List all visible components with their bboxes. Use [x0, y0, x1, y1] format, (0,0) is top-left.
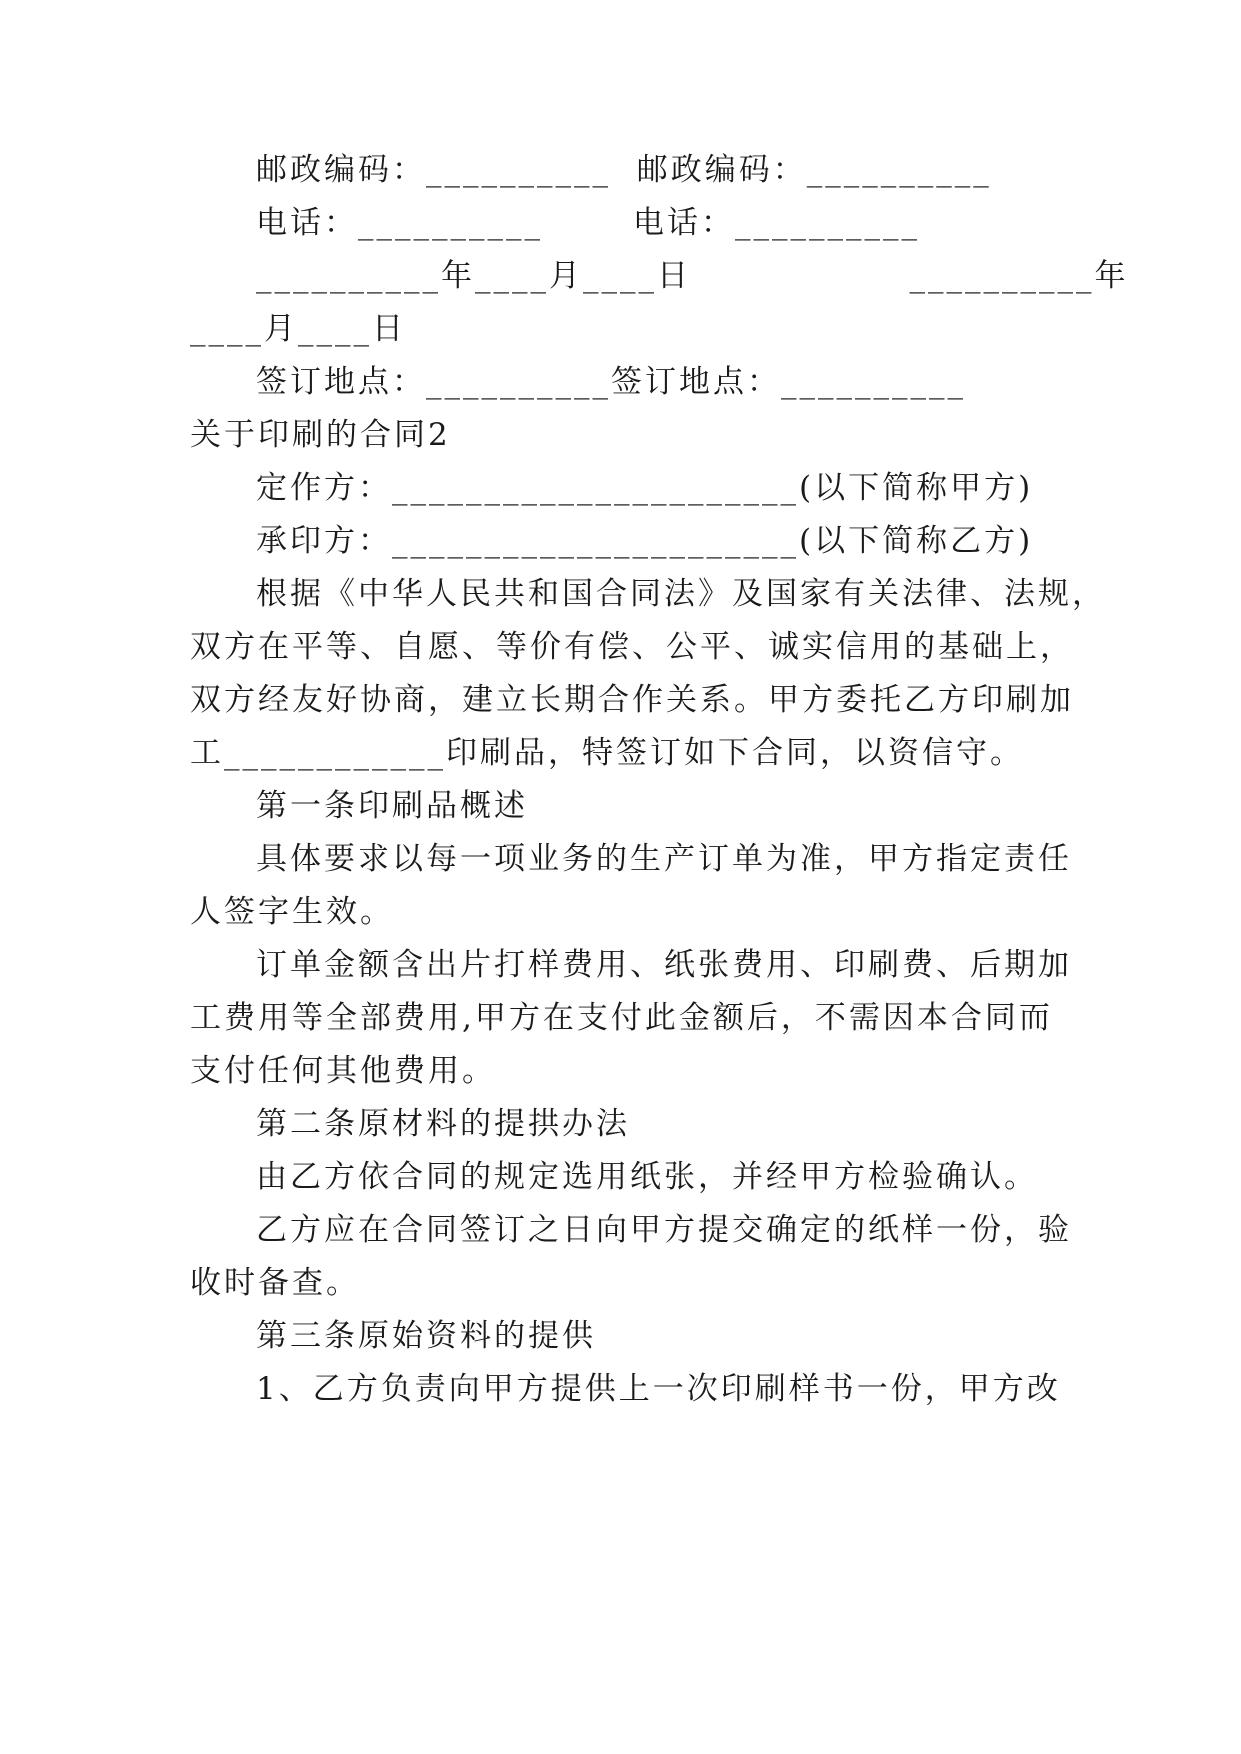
article-heading: 第一条印刷品概述: [256, 788, 528, 824]
party-a-line: 定作方：______________________(以下简称甲方): [256, 470, 1034, 506]
date-line-continued: ____月____日: [190, 311, 406, 347]
party-b-line: 承印方：______________________(以下简称乙方): [256, 523, 1034, 559]
paragraph-line: 工费用等全部费用,甲方在支付此金额后，不需因本合同而: [190, 1000, 1053, 1036]
paragraph-line: 订单金额含出片打样费用、纸张费用、印刷费、后期加: [256, 947, 1072, 983]
paragraph-line: 由乙方依合同的规定选用纸张，并经甲方检验确认。: [256, 1159, 1038, 1195]
paragraph-line: 收时备查。: [190, 1265, 360, 1301]
article-heading: 第二条原材料的提拱办法: [256, 1106, 630, 1142]
paragraph-line: 乙方应在合同签订之日向甲方提交确定的纸样一份，验: [256, 1212, 1072, 1248]
paragraph-line: 具体要求以每一项业务的生产订单为准，甲方指定责任: [256, 841, 1072, 877]
postal-code-line: 邮政编码：__________ 邮政编码：__________: [256, 152, 992, 188]
date-line: __________年____月____日 __________年: [256, 258, 1129, 294]
paragraph-line: 双方在平等、自愿、等价有偿、公平、诚实信用的基础上，: [190, 629, 1074, 665]
paragraph-line: 支付任何其他费用。: [190, 1053, 496, 1089]
paragraph-line: 双方经友好协商，建立长期合作关系。甲方委托乙方印刷加: [190, 682, 1074, 718]
contract-title: 关于印刷的合同2: [190, 417, 451, 453]
article-heading: 第三条原始资料的提供: [256, 1318, 596, 1354]
paragraph-line: 根据《中华人民共和国合同法》及国家有关法律、法规，: [256, 576, 1106, 612]
signing-place-line: 签订地点：__________签订地点：__________: [256, 364, 966, 400]
paragraph-line: 1、乙方负责向甲方提供上一次印刷样书一份，甲方改: [256, 1371, 1061, 1407]
paragraph-line: 工____________印刷品，特签订如下合同，以资信守。: [190, 735, 1024, 771]
phone-line: 电话：__________ 电话：__________: [256, 205, 920, 241]
paragraph-line: 人签字生效。: [190, 894, 394, 930]
